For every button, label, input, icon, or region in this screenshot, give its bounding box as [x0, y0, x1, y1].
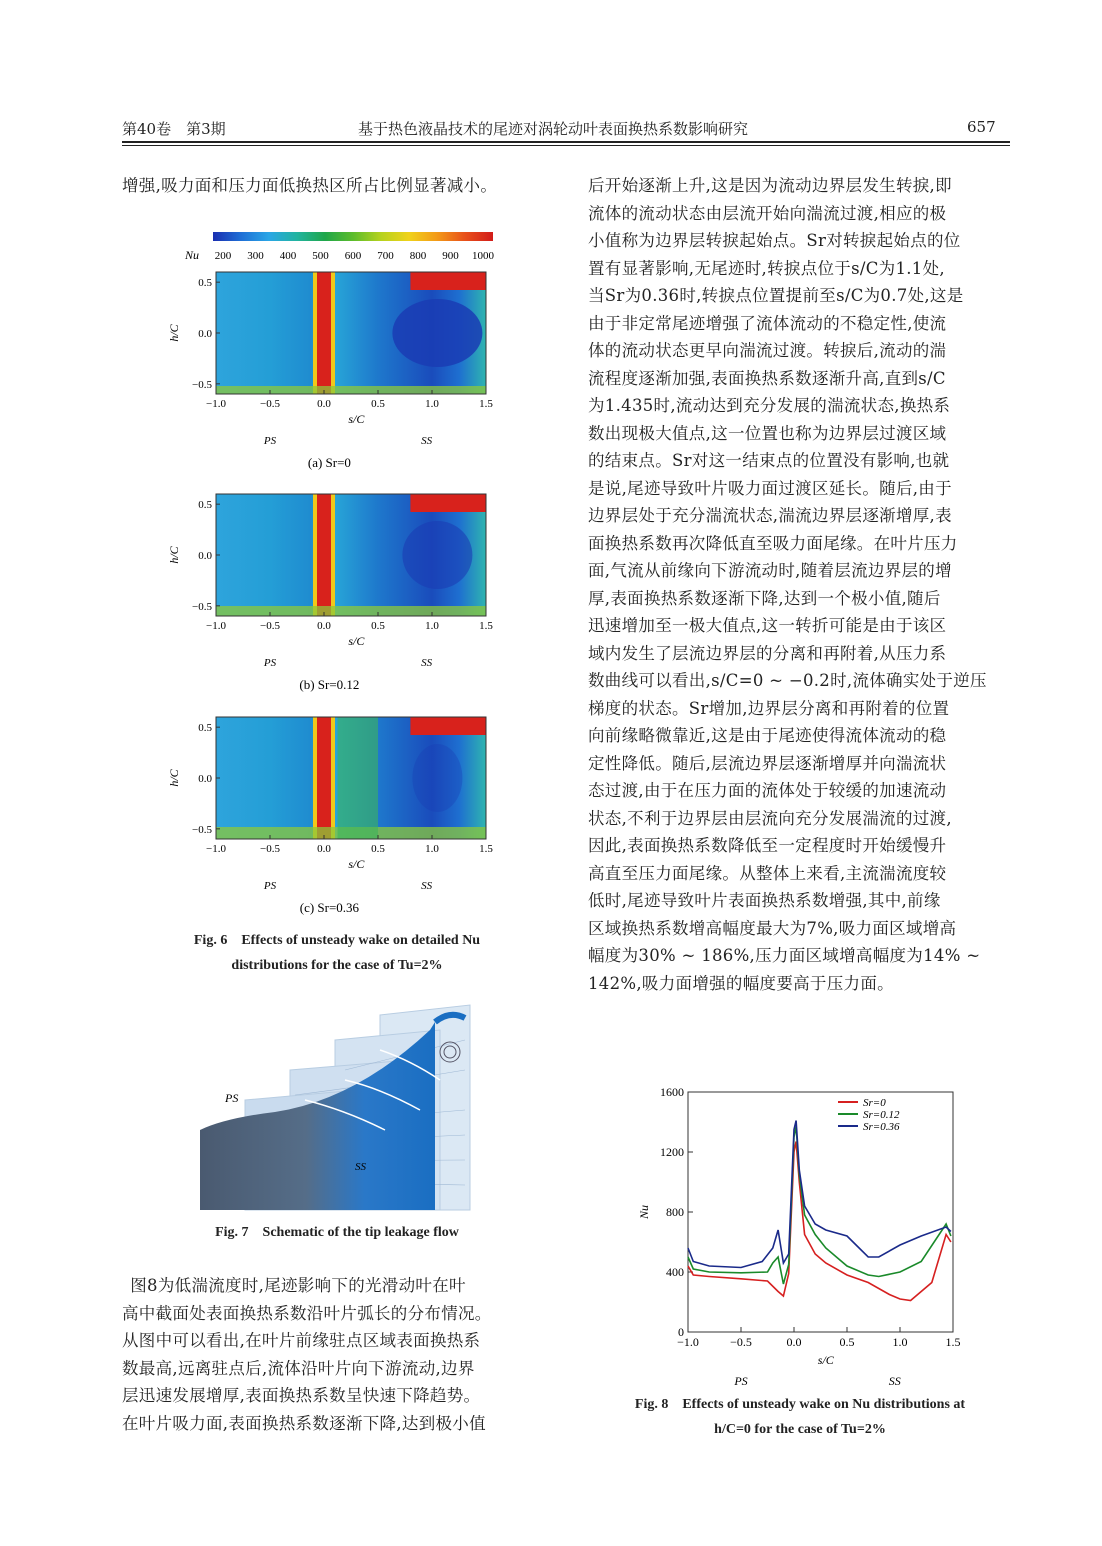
text-line: 是说,尾迹导致叶片吸力面过渡区延长。随后,由于 — [588, 478, 952, 498]
y-axis-label: h/C — [167, 324, 181, 342]
y-tick-label: −0.5 — [192, 823, 212, 836]
x-tick-label: 0.5 — [371, 620, 385, 632]
x-axis-label: s/C — [348, 412, 365, 426]
text-line: 定性降低。随后,层流边界层逐渐增厚并向湍流状 — [588, 753, 947, 773]
text-line: 当Sr为0.36时,转捩点位置提前至s/C为0.7处,这是 — [588, 286, 964, 305]
subfigure-label: (c) Sr=0.36 — [299, 900, 360, 915]
ps-label: PS — [734, 1374, 748, 1388]
text-line: 态过渡,由于在压力面的流体处于较缓的加速流动 — [588, 781, 947, 800]
x-tick-label: −1.0 — [677, 1335, 699, 1349]
colorbar-tick-label: 900 — [442, 250, 459, 262]
text-line: 数出现极大值点,这一位置也称为边界层过渡区域 — [588, 423, 947, 443]
text-line: 置有显著影响,无尾迹时,转捩点位于s/C为1.1处, — [588, 258, 945, 278]
text-line: 数曲线可以看出,s/C=0 ~ −0.2时,流体确实处于逆压 — [588, 671, 987, 690]
colorbar-tick-label: 300 — [247, 250, 264, 262]
legend-label: Sr=0.12 — [863, 1109, 900, 1121]
x-tick-label: 1.0 — [425, 398, 439, 410]
text-line: 图8为低湍流度时,尾迹影响下的光滑动叶在叶 — [130, 1276, 466, 1295]
ss-label: SS — [421, 435, 433, 447]
subfigure-label: (a) Sr=0 — [307, 455, 351, 470]
x-tick-label: 0.0 — [317, 843, 331, 855]
ss-label: SS — [888, 1374, 901, 1388]
text-line: 低时,尾迹导致叶片表面换热系数增强,其中,前缘 — [588, 891, 941, 910]
text-line: 142%,吸力面增强的幅度要高于压力面。 — [588, 973, 894, 993]
leading-edge-band — [317, 717, 331, 839]
y-tick-label: 800 — [666, 1205, 684, 1219]
legend-label: Sr=0 — [863, 1097, 886, 1109]
text-line: 层迅速发展增厚,表面换热系数呈快速下降趋势。 — [122, 1386, 481, 1405]
ps-label: PS — [263, 435, 277, 447]
x-axis-label: s/C — [348, 634, 365, 648]
x-tick-label: 1.5 — [479, 398, 493, 410]
series-line-1 — [688, 1127, 951, 1285]
text-line: 由于非定常尾迹增强了流体流动的不稳定性,使流 — [588, 313, 947, 333]
y-tick-label: −0.5 — [192, 600, 212, 613]
leading-edge-band — [317, 272, 331, 394]
leading-edge-edge — [313, 717, 317, 839]
fig8-caption — [588, 1392, 1012, 1442]
colorbar-label: Nu — [185, 248, 200, 262]
y-axis-label: h/C — [167, 546, 181, 564]
fig8-caption-line2: h/C=0 for the case of Tu=2% — [714, 1422, 886, 1437]
fig8-caption-line1: Fig. 8 Effects of unsteady wake on Nu distributions at — [634, 1397, 966, 1412]
hub-region — [216, 606, 486, 616]
x-tick-label: −0.5 — [260, 398, 280, 410]
page-number: 657 — [967, 118, 996, 136]
x-axis-label: s/C — [348, 857, 365, 871]
text-line: 梯度的状态。Sr增加,边界层分离和再附着的位置 — [588, 698, 950, 718]
tip-high-region — [410, 717, 486, 735]
text-line: 高直至压力面尾缘。从整体上来看,主流湍流度较 — [588, 863, 947, 883]
fig6-caption-line1: Fig. 6 Effects of unsteady wake on detailed Nu — [193, 933, 481, 948]
y-axis-label: Nu — [637, 1204, 651, 1220]
colorbar-tick-label: 700 — [377, 250, 394, 262]
text-line: 小值称为边界层转捩起始点。Sr对转捩起始点的位 — [588, 231, 961, 250]
ps-label: PS — [263, 880, 277, 892]
leading-edge-edge — [331, 272, 335, 394]
text-line: 从图中可以看出,在叶片前缘驻点区域表面换热系 — [122, 1331, 481, 1350]
x-tick-label: 1.5 — [479, 620, 493, 632]
y-tick-label: 0.0 — [198, 328, 212, 340]
text-line: 面换热系数再次降低直至吸力面尾缘。在叶片压力 — [588, 533, 958, 553]
leading-edge-edge — [313, 272, 317, 394]
leading-edge-band — [317, 494, 331, 616]
y-tick-label: 0.5 — [198, 722, 212, 735]
fig6-caption — [122, 928, 552, 978]
x-tick-label: −0.5 — [260, 843, 280, 855]
colorbar-tick-label: 200 — [214, 250, 232, 262]
nu-map-b — [167, 494, 493, 692]
right-column-text — [588, 172, 1012, 997]
text-line: 的结束点。Sr对这一结束点的位置没有影响,也就 — [588, 451, 950, 470]
low-nu-region — [392, 299, 482, 367]
x-tick-label: −1.0 — [206, 620, 226, 632]
plot-frame — [688, 1092, 953, 1332]
fig8-chart — [620, 1078, 980, 1398]
fig7-caption: Fig. 7 Schematic of the tip leakage flow — [215, 1225, 459, 1240]
series-line-0 — [688, 1142, 951, 1301]
colorbar-tick-label: 600 — [344, 250, 362, 262]
legend-label: Sr=0.36 — [863, 1121, 900, 1133]
header-rule-thick — [122, 141, 1010, 143]
ss-label: SS — [421, 880, 433, 892]
text-line: 流程度逐渐加强,表面换热系数逐渐升高,直到s/C — [588, 368, 946, 388]
series-line-2 — [688, 1121, 951, 1268]
x-tick-label: 1.0 — [425, 843, 439, 855]
text-line: 幅度为30% ~ 186%,压力面区域增高幅度为14% ~ — [588, 946, 981, 965]
nu-map-a — [167, 272, 493, 470]
leading-edge-edge — [331, 717, 335, 839]
x-tick-label: −1.0 — [206, 398, 226, 410]
left-text-top: 增强,吸力面和压力面低换热区所占比例显著减小。 — [122, 176, 498, 195]
ps-label: PS — [263, 657, 277, 669]
subfigure-label: (b) Sr=0.12 — [299, 677, 360, 692]
x-tick-label: −0.5 — [260, 620, 280, 632]
colorbar-ticks — [215, 250, 495, 262]
text-line: 体的流动状态更早向湍流过渡。转捩后,流动的湍 — [588, 341, 947, 360]
text-line: 域内发生了层流边界层的分离和再附着,从压力系 — [588, 643, 947, 663]
fig7-ps-label: PS — [225, 1091, 239, 1105]
colorbar-tick-label: 800 — [409, 250, 427, 262]
text-line: 高中截面处表面换热系数沿叶片弧长的分布情况。 — [122, 1303, 492, 1323]
nu-map-c — [167, 717, 493, 915]
x-tick-label: 0.5 — [371, 398, 385, 410]
text-line: 边界层处于充分湍流状态,湍流边界层逐渐增厚,表 — [588, 506, 952, 525]
text-line: 厚,表面换热系数逐渐下降,达到一个极小值,随后 — [588, 588, 941, 608]
y-tick-label: 0 — [678, 1325, 684, 1339]
text-line: 状态,不利于边界层由层流向充分发展湍流的过渡, — [588, 808, 952, 828]
leading-edge-edge — [331, 494, 335, 616]
colorbar — [213, 232, 493, 241]
fig7-schematic — [195, 1000, 480, 1215]
x-tick-label: 0.0 — [786, 1335, 802, 1349]
header-rule-thin — [122, 145, 1010, 146]
y-tick-label: 1600 — [660, 1085, 684, 1099]
x-tick-label: −0.5 — [730, 1335, 752, 1349]
x-tick-label: 0.0 — [317, 620, 331, 632]
colorbar-tick-label: 400 — [279, 250, 297, 262]
x-tick-label: −1.0 — [206, 843, 226, 855]
ss-transition-region — [338, 717, 379, 839]
text-line: 为1.435时,流动达到充分发展的湍流状态,换热系 — [588, 396, 951, 415]
x-tick-label: 1.5 — [479, 843, 493, 855]
left-text-bottom — [122, 1272, 552, 1437]
text-line: 流体的流动状态由层流开始向湍流过渡,相应的极 — [588, 203, 947, 223]
y-tick-label: −0.5 — [192, 378, 212, 391]
leading-edge-edge — [313, 494, 317, 616]
y-tick-label: 0.0 — [198, 550, 212, 562]
x-tick-label: 1.0 — [425, 620, 439, 632]
x-tick-label: 0.5 — [839, 1335, 855, 1349]
y-tick-label: 0.5 — [198, 499, 212, 512]
tip-high-region — [410, 272, 486, 290]
ss-label: SS — [421, 657, 433, 669]
text-line: 因此,表面换热系数降低至一定程度时开始缓慢升 — [588, 836, 947, 855]
text-line: 向前缘略微靠近,这是由于尾迹使得流体流动的稳 — [588, 726, 947, 745]
fig7-ss-label: SS — [355, 1161, 366, 1173]
low-nu-region — [412, 744, 462, 812]
hub-region — [216, 386, 486, 394]
low-nu-region — [402, 521, 472, 589]
y-tick-label: 1200 — [660, 1145, 684, 1159]
text-line: 后开始逐渐上升,这是因为流动边界层发生转捩,即 — [588, 176, 952, 195]
text-line: 区域换热系数增高幅度最大为7%,吸力面区域增高 — [588, 918, 957, 938]
text-line: 迅速增加至一极大值点,这一转折可能是由于该区 — [588, 616, 947, 635]
text-line: 数最高,远离驻点后,流体沿叶片向下游流动,边界 — [122, 1358, 475, 1378]
colorbar-tick-label: 500 — [312, 250, 329, 262]
x-tick-label: 1.0 — [892, 1335, 908, 1349]
y-tick-label: 0.0 — [198, 773, 212, 785]
fig6-caption-line2: distributions for the case of Tu=2% — [231, 958, 443, 973]
running-title: 基于热色液晶技术的尾迹对涡轮动叶表面换热系数影响研究 — [358, 120, 749, 138]
text-line: 面,气流从前缘向下游流动时,随着层流边界层的增 — [588, 561, 952, 580]
tip-high-region — [410, 494, 486, 512]
y-tick-label: 400 — [666, 1265, 684, 1279]
x-axis-label: s/C — [817, 1353, 834, 1367]
y-tick-label: 0.5 — [198, 277, 212, 290]
x-tick-label: 0.0 — [317, 398, 331, 410]
fig6-figure — [160, 225, 510, 925]
x-tick-label: 0.5 — [371, 843, 385, 855]
y-axis-label: h/C — [167, 769, 181, 787]
colorbar-tick-label: 1000 — [472, 250, 494, 262]
journal-issue: 第40卷 第3期 — [122, 120, 226, 138]
x-tick-label: 1.5 — [945, 1335, 961, 1349]
text-line: 在叶片吸力面,表面换热系数逐渐下降,达到极小值 — [122, 1413, 486, 1433]
